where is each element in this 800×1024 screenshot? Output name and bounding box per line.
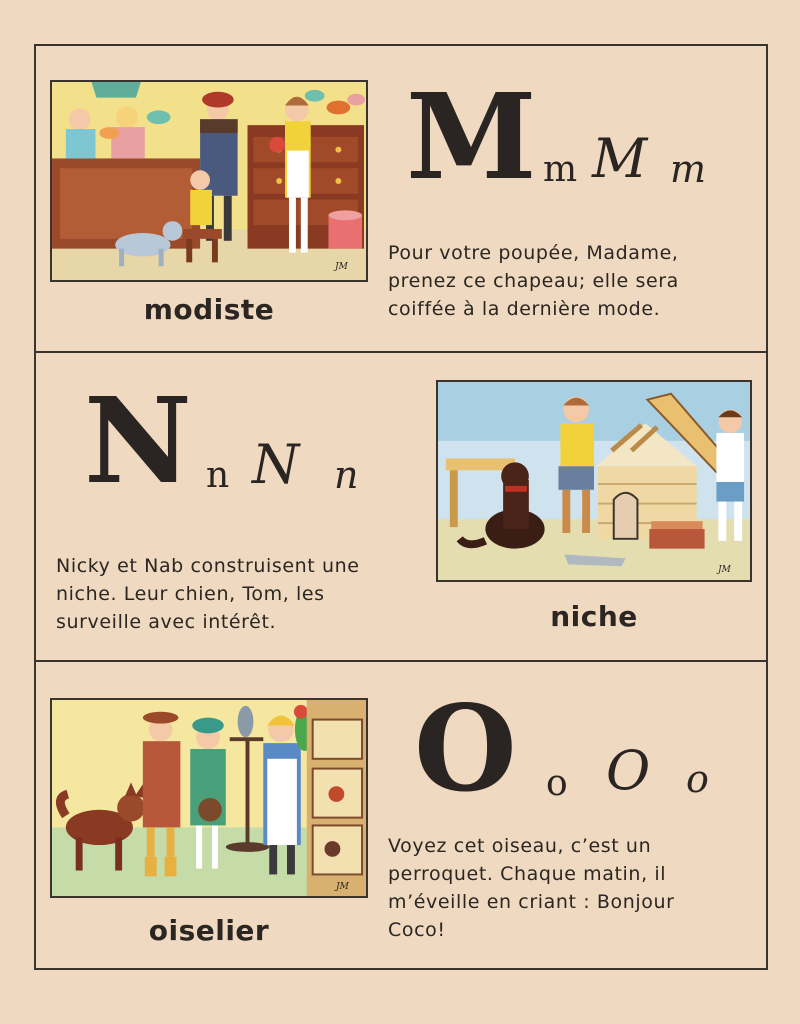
caption-line: Voyez cet oiseau, c’est un (388, 835, 652, 857)
word-label: niche (550, 600, 638, 633)
capital-letter: O (414, 679, 517, 818)
caption-line: Coco! (388, 919, 446, 941)
script-capital-letter: N (252, 433, 300, 496)
capital-letter: N (84, 371, 192, 510)
caption-line: surveille avec intérêt. (56, 611, 277, 633)
script-lowercase-letter: o (686, 757, 709, 801)
artist-signature: JM (336, 882, 349, 892)
word-label: modiste (143, 293, 275, 326)
caption-paragraph (56, 552, 412, 636)
script-lowercase-letter: n (334, 453, 359, 497)
section-divider (34, 351, 768, 353)
milliner-shop-illustration (50, 80, 368, 282)
script-capital-letter: O (606, 739, 651, 802)
lowercase-letter: o (546, 763, 568, 804)
artist-signature: JM (718, 565, 731, 575)
caption-line: Nicky et Nab construisent une (56, 555, 360, 577)
lowercase-letter: n (206, 455, 230, 496)
capital-letter: M (406, 67, 537, 206)
caption-line: coiffée à la dernière mode. (388, 298, 661, 320)
bird-seller-illustration (50, 698, 368, 898)
lowercase-letter: m (543, 149, 578, 190)
caption-line: niche. Leur chien, Tom, les (56, 583, 325, 605)
caption-line: perroquet. Chaque matin, il (388, 863, 667, 885)
script-lowercase-letter: m (670, 147, 707, 191)
script-capital-letter: M (592, 127, 648, 190)
caption-paragraph (388, 832, 744, 944)
doghouse-building-illustration (436, 380, 752, 582)
section-divider (34, 660, 768, 662)
caption-line: prenez ce chapeau; elle sera (388, 270, 679, 292)
word-label: oiselier (148, 914, 270, 947)
artist-signature: JM (335, 262, 348, 272)
caption-line: Pour votre poupée, Madame, (388, 242, 679, 264)
caption-line: m’éveille en criant : Bonjour (388, 891, 675, 913)
caption-paragraph (388, 239, 744, 323)
